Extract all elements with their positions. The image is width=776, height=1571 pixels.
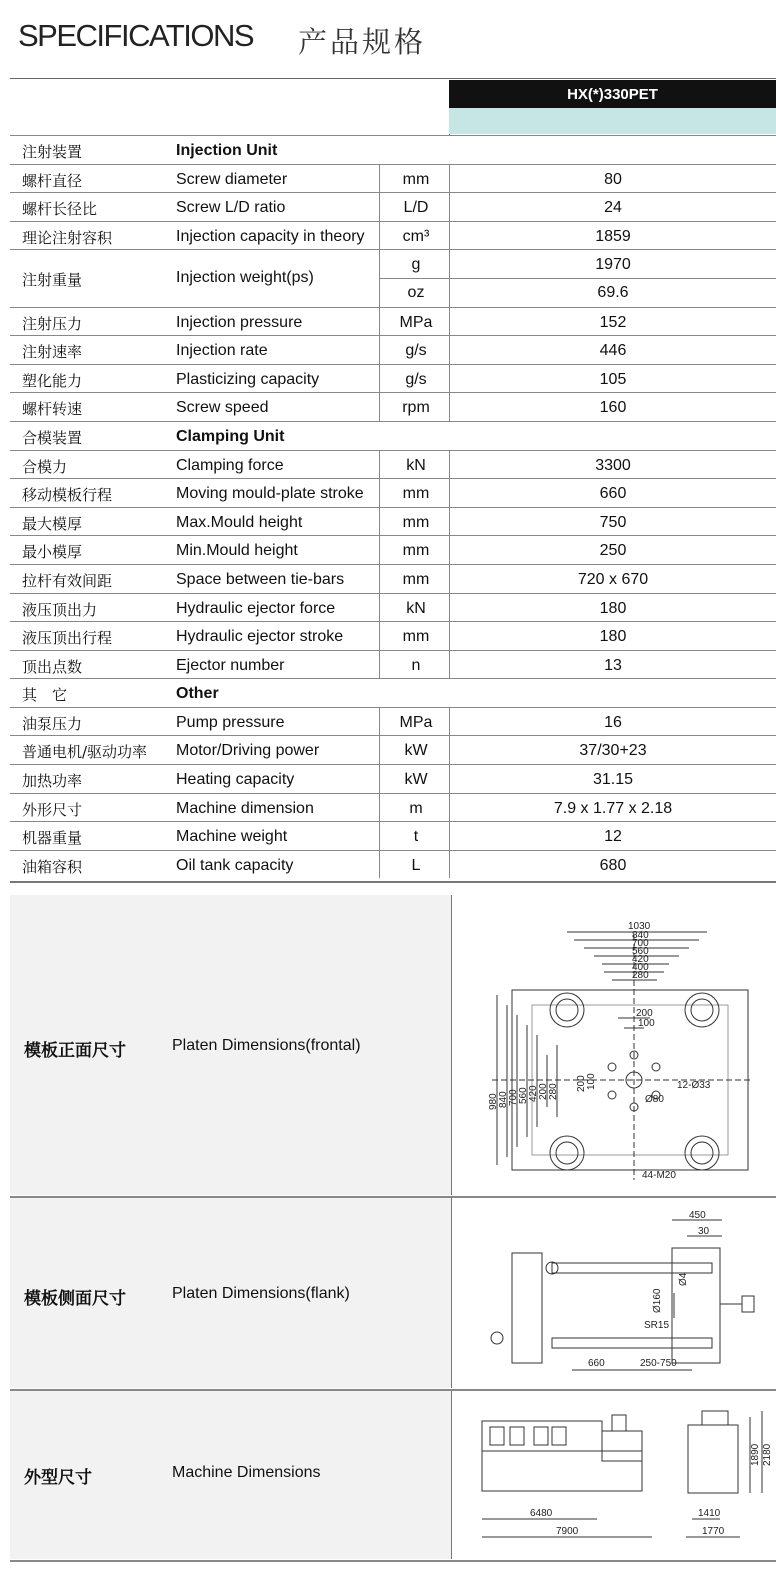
column-divider [379,765,380,793]
spec-value: 3300 [595,456,631,474]
spec-row [10,707,776,736]
svg-text:12-Ø33: 12-Ø33 [677,1080,711,1091]
spec-label-en: Hydraulic ejector force [176,599,336,617]
spec-value: 16 [604,713,622,731]
column-divider [379,622,380,650]
machine-drawing-frame [451,1391,776,1559]
spec-row [10,793,776,822]
column-divider [379,451,380,479]
column-divider [379,222,380,250]
frontal-label-cn: 模板正面尺寸 [24,1041,126,1061]
svg-text:840: 840 [498,1091,509,1108]
spec-value: 12 [604,828,622,846]
spec-label-en: Machine weight [176,828,288,846]
svg-text:44-M20: 44-M20 [642,1170,676,1181]
column-divider [379,165,380,193]
spec-unit: mm [402,485,430,503]
svg-text:1410: 1410 [698,1508,721,1519]
spec-unit: kN [406,456,426,474]
spec-label-cn: 塑化能力 [22,371,83,390]
spec-value: 720 x 670 [577,570,649,588]
spec-row [10,364,776,393]
column-divider [379,822,380,850]
column-divider [379,794,380,822]
spec-label-en: Injection Unit [176,142,278,159]
spec-row [10,335,776,364]
svg-text:1890: 1890 [750,1443,761,1466]
column-divider [379,393,380,421]
frontal-band [10,895,776,1195]
spec-value-alt: 69.6 [597,284,629,302]
spec-label-en: Machine dimension [176,799,314,817]
spec-row [10,735,776,764]
spec-label-cn: 普通电机/驱动功率 [22,743,148,762]
column-divider [379,193,380,221]
spec-label-en: Injection capacity in theory [176,227,365,245]
spec-label-cn: 合模装置 [22,428,83,447]
flank-platen-drawing [452,1198,776,1388]
spec-unit: m [409,799,423,817]
spec-value: 250 [599,542,627,560]
spec-row [10,478,776,507]
spec-unit: n [411,656,421,674]
spec-label-en: Clamping force [176,456,284,474]
machine-band [10,1391,776,1559]
spec-unit: rpm [402,399,430,417]
spec-label-cn: 注射重量 [22,271,83,290]
spec-label-cn: 加热功率 [22,772,83,791]
svg-text:660: 660 [588,1358,605,1369]
spec-label-en: Heating capacity [176,771,295,789]
spec-label-en: Max.Mould height [176,513,303,531]
spec-unit: kW [404,742,428,760]
spec-value: 7.9 x 1.77 x 2.18 [553,799,673,817]
spec-label-en: Space between tie-bars [176,570,345,588]
spec-row [10,764,776,793]
spec-value: 160 [599,399,627,417]
spec-row [10,593,776,622]
svg-text:980: 980 [488,1093,499,1110]
spec-label-en: Injection weight(ps) [176,269,314,287]
flank-label-cn: 模板侧面尺寸 [24,1289,126,1309]
spec-label-en: Screw diameter [176,170,288,188]
column-divider [379,479,380,507]
spec-label-cn: 螺杆直径 [22,171,83,190]
column-divider [379,594,380,622]
page-title-cn: 产品规格 [298,25,427,59]
svg-text:280: 280 [548,1083,559,1100]
spec-unit: L [411,856,421,874]
spec-value: 13 [604,656,622,674]
spec-value: 180 [599,628,627,646]
spec-label-cn: 注射速率 [22,343,83,362]
spec-unit: kN [406,599,426,617]
column-divider [379,736,380,764]
spec-label-en: Hydraulic ejector stroke [176,628,344,646]
section-header-row [10,135,776,164]
spec-value: 31.15 [592,771,634,789]
spec-label-en: Screw speed [176,399,269,417]
svg-text:200: 200 [576,1075,587,1092]
svg-text:7900: 7900 [556,1526,579,1537]
spec-row [10,307,776,336]
spec-label-en: Min.Mould height [176,542,298,560]
svg-text:250-750: 250-750 [640,1358,677,1369]
spec-label-cn: 移动模板行程 [22,486,113,505]
spec-label-en: Moving mould-plate stroke [176,485,364,503]
spec-unit: t [413,828,419,846]
frontal-platen-drawing [452,895,776,1195]
svg-text:280: 280 [632,970,649,981]
spec-row [10,821,776,850]
spec-label-en: Screw L/D ratio [176,199,286,217]
spec-unit: g [411,256,421,274]
spec-row [10,507,776,536]
spec-value: 446 [599,342,627,360]
spec-unit-alt: oz [407,284,425,302]
spec-label-en: Ejector number [176,656,285,674]
spec-value: 750 [599,513,627,531]
spec-label-cn: 注射压力 [22,314,83,333]
page-title: SPECIFICATIONS [18,18,254,53]
spec-value: 37/30+23 [579,742,647,760]
spec-row [10,249,776,306]
svg-text:420: 420 [632,954,649,965]
spec-label-cn: 其 它 [22,686,68,705]
spec-row [10,564,776,593]
svg-text:560: 560 [518,1087,529,1104]
svg-text:30: 30 [698,1226,710,1237]
spec-row [10,450,776,479]
column-divider [379,565,380,593]
page-bottom-rule [10,1560,776,1562]
flank-band [10,1198,776,1388]
spec-row [10,650,776,679]
svg-text:Ø4: Ø4 [678,1272,689,1286]
spec-label-cn: 油泵压力 [22,714,83,733]
spec-value: 1859 [595,227,631,245]
svg-text:400: 400 [632,962,649,973]
spec-unit: L/D [403,199,429,217]
spec-label-en: Injection pressure [176,313,303,331]
spec-label-cn: 油箱容积 [22,857,83,876]
svg-text:1030: 1030 [628,921,651,932]
spec-unit: kW [404,771,428,789]
spec-unit: mm [402,570,430,588]
frontal-drawing-frame [451,895,776,1195]
column-divider [379,851,380,879]
spec-value: 1970 [595,256,631,274]
column-divider [379,336,380,364]
spec-row [10,535,776,564]
spec-unit: g/s [405,370,427,388]
svg-text:1770: 1770 [702,1526,725,1537]
svg-text:840: 840 [632,930,649,941]
svg-text:SR15: SR15 [644,1320,670,1331]
spec-label-cn: 注射装置 [22,143,83,161]
flank-label-en: Platen Dimensions(flank) [172,1285,350,1302]
spec-label-cn: 机器重量 [22,829,83,848]
machine-label-en: Machine Dimensions [172,1464,321,1481]
spec-label-cn: 合模力 [22,457,68,476]
spec-unit: g/s [405,342,427,360]
spec-unit: cm³ [402,227,430,245]
spec-label-cn: 理论注射容积 [22,228,113,247]
spec-unit: mm [402,542,430,560]
svg-text:2180: 2180 [762,1443,773,1466]
spec-label-cn: 液压顶出力 [22,600,98,619]
top-rule [10,78,776,79]
spec-unit: mm [402,513,430,531]
spec-label-cn: 螺杆长径比 [22,200,98,219]
flank-drawing-frame [451,1198,776,1388]
column-divider [379,536,380,564]
spec-row [10,621,776,650]
spec-label-en: Injection rate [176,342,268,360]
spec-label-en: Pump pressure [176,713,285,731]
model-header-tint [449,108,776,134]
section-header-row [10,421,776,450]
spec-label-en: Motor/Driving power [176,742,320,760]
column-divider [379,708,380,736]
spec-value: 152 [599,313,627,331]
spec-label-cn: 顶出点数 [22,657,83,676]
spec-value: 680 [599,856,627,874]
spec-label-cn: 液压顶出行程 [22,629,113,648]
spec-value: 24 [604,199,622,217]
svg-text:Ø80: Ø80 [645,1094,664,1105]
spec-unit: mm [402,628,430,646]
svg-text:450: 450 [689,1210,706,1221]
spec-row [10,392,776,421]
spec-unit: MPa [399,713,433,731]
spec-value: 660 [599,485,627,503]
spec-label-en: Clamping Unit [176,427,285,445]
section-header-row [10,678,776,707]
svg-text:200: 200 [538,1083,549,1100]
machine-drawing [452,1391,776,1559]
spec-label-cn: 外形尺寸 [22,800,83,819]
column-divider [379,365,380,393]
svg-text:420: 420 [528,1085,539,1102]
svg-text:Ø160: Ø160 [652,1288,663,1313]
svg-text:560: 560 [632,946,649,957]
frontal-label-en: Platen Dimensions(frontal) [172,1037,361,1054]
spec-label-cn: 最小模厚 [22,543,83,562]
spec-value: 80 [604,170,622,188]
spec-unit: MPa [399,313,433,331]
svg-text:100: 100 [638,1018,655,1029]
machine-label-cn: 外型尺寸 [24,1468,92,1488]
spec-value: 105 [599,370,627,388]
spec-value: 180 [599,599,627,617]
column-divider [379,508,380,536]
spec-label-cn: 螺杆转速 [22,400,83,419]
spec-row [10,221,776,250]
spec-row [10,192,776,221]
spec-label-cn: 最大模厚 [22,514,83,533]
svg-text:200: 200 [636,1008,653,1019]
svg-text:700: 700 [632,938,649,949]
column-divider [379,308,380,336]
spec-table [10,135,776,878]
table-bottom-rule [10,881,776,883]
spec-row [10,850,776,879]
model-header: HX(*)330PET [449,80,776,108]
spec-row [10,164,776,193]
spec-label-en: Other [176,685,219,703]
sub-row-divider [379,278,776,279]
svg-text:6480: 6480 [530,1508,553,1519]
svg-text:100: 100 [586,1073,597,1090]
spec-unit: mm [402,170,430,188]
spec-label-cn: 拉杆有效间距 [22,571,113,590]
column-divider [379,651,380,679]
svg-text:700: 700 [508,1089,519,1106]
spec-label-en: Plasticizing capacity [176,370,320,388]
spec-label-en: Oil tank capacity [176,856,294,874]
